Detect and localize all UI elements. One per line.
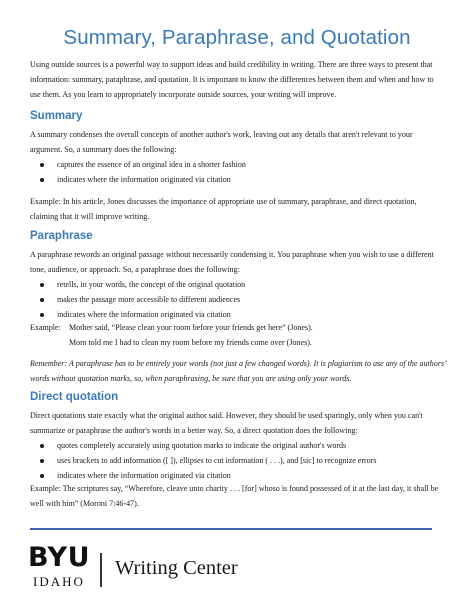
paraphrase-example-label: Example: xyxy=(30,323,61,332)
intro-paragraph: Using outside sources is a powerful way to support ideas and build credibility in writing. There are three ways to present that information: summary, paraphrase, and quotation. It is important to know the differences between them and when and how to use them. As you learn to appropriately incorporate outside sources, your writing will improve. xyxy=(30,60,434,99)
summary-paragraph: A summary condenses the overall concepts of another author's work, leaving out any details that aren't relevant to your argument. So, a summary does the following: xyxy=(30,130,413,154)
paraphrase-remember-note: Remember: A paraphrase has to be entirely your words (not just a few changed words). It is plagiarism to use any of the authors’ words without quotation marks, so, when paraphrasing, be sure that you are using only your words. xyxy=(30,359,446,383)
bullet-icon xyxy=(40,444,44,448)
list-item: retells, in your words, the concept of the original quotation xyxy=(30,277,440,292)
list-item: indicates where the information originated via citation xyxy=(30,468,440,483)
bullet-icon xyxy=(40,163,44,167)
logo-separator xyxy=(100,553,102,587)
list-item: captures the essence of an original idea in a shorter fashion xyxy=(30,157,440,172)
list-item: indicates where the information originated via citation xyxy=(30,307,440,322)
paraphrase-bullet-list xyxy=(30,277,440,322)
bullet-icon xyxy=(40,283,44,287)
direct-quotation-paragraph: Direct quotations state exactly what the original author said. However, they should be used sparingly, only when you can't summarize or paraphrase the author's words in a better way. So, a direct quotation does the following: xyxy=(30,411,423,435)
bullet-icon xyxy=(40,313,44,317)
paraphrase-heading: Paraphrase xyxy=(30,230,93,242)
footer-divider xyxy=(30,528,432,530)
byu-idaho-logo xyxy=(27,542,91,593)
summary-heading: Summary xyxy=(30,110,83,122)
summary-bullet-list xyxy=(30,157,440,187)
direct-quotation-bullet-list xyxy=(30,438,440,483)
bullet-icon xyxy=(40,298,44,302)
list-item: uses brackets to add information ([ ]), ellipses to cut information ( . . .), and [sic] to recognize errors xyxy=(30,453,440,468)
summary-example: Example: In his article, Jones discusses the importance of appropriate use of summary, paraphrase, and direct quotation, claiming that it will improve writing. xyxy=(30,197,417,221)
direct-quotation-heading: Direct quotation xyxy=(30,391,119,403)
paraphrase-example-reworded: Mom told me I had to clean my room before my friends come over (Jones). xyxy=(69,338,312,347)
bullet-icon xyxy=(40,474,44,478)
logo-text-byu: BYU xyxy=(27,542,91,573)
list-item: makes the passage more accessible to different audiences xyxy=(30,292,440,307)
paraphrase-example-original: Mother said, “Please clean your room before your friends get here” (Jones). xyxy=(69,323,313,332)
logo-text-idaho: IDAHO xyxy=(33,574,85,589)
list-item: quotes completely accurately using quotation marks to indicate the original author's words xyxy=(30,438,440,453)
bullet-icon xyxy=(40,178,44,182)
page-title: Summary, Paraphrase, and Quotation xyxy=(63,26,411,49)
direct-quotation-example: Example: The scriptures say, “Wherefore, cleave unto charity . . . [for] whoso is found possessed of it at the last day, it shall be well with him” (Moroni 7:46-47). xyxy=(30,484,439,508)
bullet-icon xyxy=(40,459,44,463)
list-item: indicates where the information originated via citation xyxy=(30,172,440,187)
writing-center-label: Writing Center xyxy=(115,557,238,579)
paraphrase-paragraph: A paraphrase rewords an original passage without necessarily condensing it. You paraphrase when you wish to use a different tone, audience, or approach. So, a paraphrase does the following: xyxy=(30,250,434,274)
